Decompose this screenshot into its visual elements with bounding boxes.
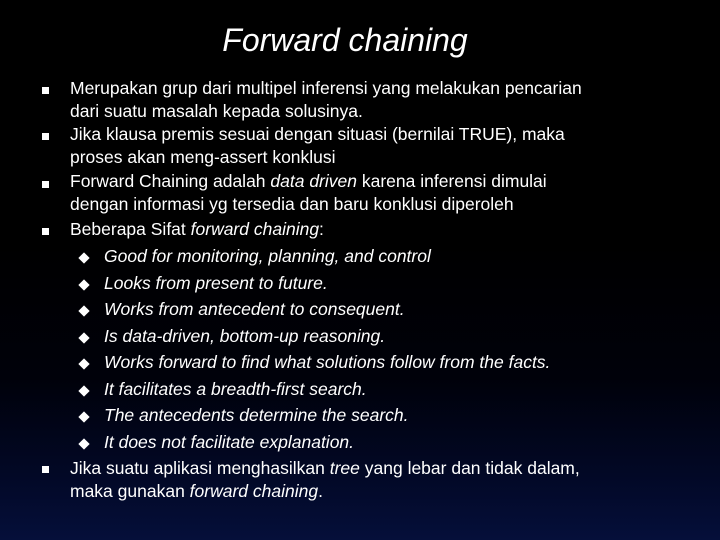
sub-item-5: Works forward to find what solutions follow from the facts. bbox=[104, 352, 551, 372]
bullet-item-3-text: Forward Chaining adalah bbox=[70, 171, 271, 191]
bullet-item-5-text-end: yang lebar dan tidak dalam, bbox=[359, 458, 580, 478]
diamond-bullet-icon bbox=[78, 438, 89, 449]
sub-item-4: Is data-driven, bottom-up reasoning. bbox=[104, 326, 386, 346]
bullet-item-5-text-2: maka gunakan bbox=[70, 481, 190, 501]
diamond-bullet-icon bbox=[78, 332, 89, 343]
bullet-item-5-line-2 bbox=[70, 480, 323, 504]
square-bullet-icon bbox=[42, 87, 49, 94]
sub-item-6: It facilitates a breadth-first search. bbox=[104, 379, 367, 399]
bullet-item-3-line-1 bbox=[70, 170, 547, 194]
bullet-item-4-text: Beberapa Sifat bbox=[70, 219, 191, 239]
bullet-item-5-text: Jika suatu aplikasi menghasilkan bbox=[70, 458, 330, 478]
sub-item-8: It does not facilitate explanation. bbox=[104, 432, 355, 452]
sub-item-2: Looks from present to future. bbox=[104, 273, 328, 293]
bullet-item-1-line-2: dari suatu masalah kepada solusinya. bbox=[70, 101, 363, 121]
sub-item-7: The antecedents determine the search. bbox=[104, 405, 409, 425]
square-bullet-icon bbox=[42, 133, 49, 140]
bullet-item-5-emphasis: tree bbox=[329, 458, 360, 478]
diamond-bullet-icon bbox=[78, 385, 89, 396]
diamond-bullet-icon bbox=[78, 411, 89, 422]
bullet-item-1-line-1: Merupakan grup dari multipel inferensi yang melakukan pencarian bbox=[70, 78, 582, 98]
diamond-bullet-icon bbox=[78, 252, 89, 263]
bullet-item-3-line-2: dengan informasi yg tersedia dan baru konklusi diperoleh bbox=[70, 194, 514, 214]
bullet-item-3-emphasis: data driven bbox=[270, 171, 357, 191]
diamond-bullet-icon bbox=[78, 358, 89, 369]
bullet-item-2-line-1: Jika klausa premis sesuai dengan situasi (bernilai TRUE), maka bbox=[70, 124, 565, 144]
slide-title: Forward chaining bbox=[222, 22, 468, 58]
square-bullet-icon bbox=[42, 466, 49, 473]
diamond-bullet-icon bbox=[78, 279, 89, 290]
sub-item-1: Good for monitoring, planning, and control bbox=[104, 246, 431, 266]
bullet-item-5-emphasis-2: forward chaining bbox=[189, 481, 319, 501]
bullet-item-3-text-end: karena inferensi dimulai bbox=[357, 171, 547, 191]
bullet-item-4-text-end: : bbox=[319, 219, 324, 239]
square-bullet-icon bbox=[42, 228, 49, 235]
square-bullet-icon bbox=[42, 181, 49, 188]
bullet-item-2-line-2: proses akan meng-assert konklusi bbox=[70, 147, 336, 167]
diamond-bullet-icon bbox=[78, 305, 89, 316]
bullet-item-5-text-2-end: . bbox=[318, 481, 323, 501]
bullet-item-4-emphasis: forward chaining bbox=[190, 219, 320, 239]
bullet-item-5-line-1 bbox=[70, 457, 580, 481]
sub-item-3: Works from antecedent to consequent. bbox=[104, 299, 405, 319]
bullet-item-4-line-1 bbox=[70, 218, 324, 242]
